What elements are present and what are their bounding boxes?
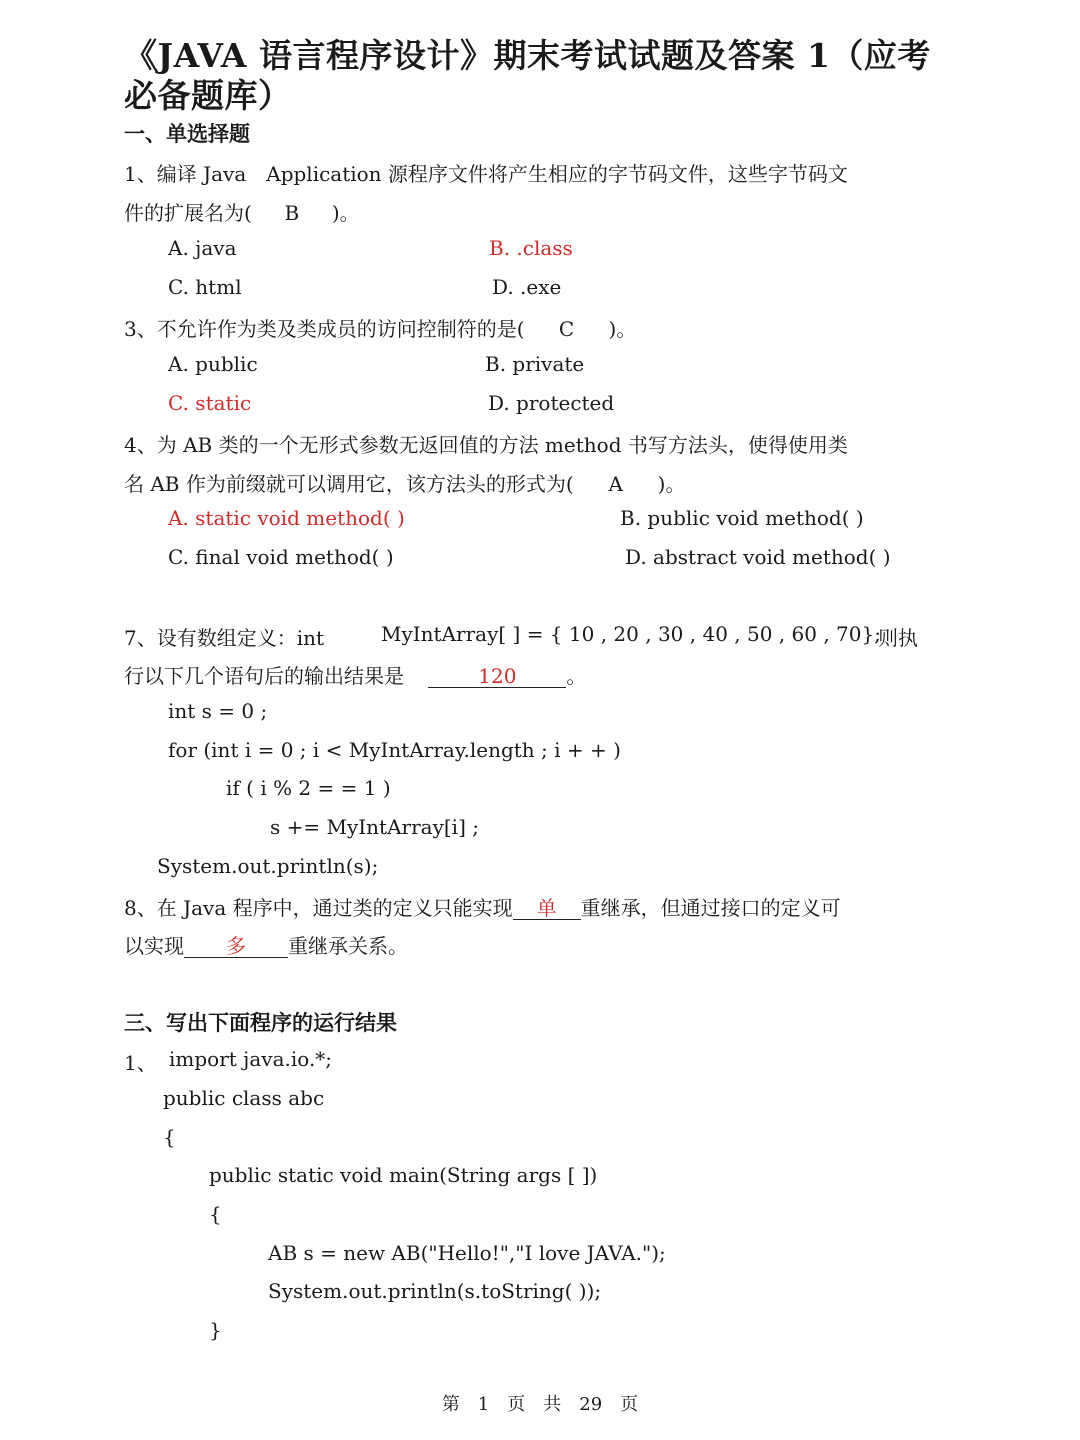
q4-option-d: D. abstract void method( ) (625, 545, 891, 569)
question-8-line1 (124, 892, 841, 921)
question-7-answer-blank: 120 (428, 665, 566, 688)
question-1-line1: 1、编译 Java Application 源程序文件将产生相应的字节码文件，这些字节码文 (124, 162, 848, 186)
question-3-answer: C (558, 317, 575, 341)
q7-code-line-4: s += MyIntArray[i] ; (270, 815, 479, 839)
question-7-suffix: 。 (566, 664, 587, 688)
question-7-line1-suffix: 则执 (878, 626, 918, 650)
section-heading-program-output: 三、写出下面程序的运行结果 (124, 1010, 397, 1035)
program-1-code-line-3: { (163, 1125, 176, 1149)
q1-option-d: D. .exe (492, 275, 562, 299)
question-8-middle: 重继承，但通过接口的定义可 (580, 896, 841, 920)
question-8-answer-blank-2: 多 (184, 935, 288, 958)
question-8-suffix: 重继承关系。 (288, 934, 408, 958)
question-3-prefix: 3、不允许作为类及类成员的访问控制符的是( (124, 317, 525, 341)
q3-option-c-correct: C. static (168, 391, 252, 415)
q1-option-c: C. html (168, 275, 242, 299)
question-8-line2-prefix: 以实现 (124, 934, 184, 958)
question-1-suffix: )。 (331, 201, 360, 225)
q1-option-a: A. java (168, 236, 237, 260)
program-1-code-line-1: import java.io.*; (169, 1047, 333, 1071)
q3-option-d: D. protected (488, 391, 615, 415)
program-1-code-line-4: public static void main(String args [ ]) (209, 1163, 598, 1187)
q1-option-b-correct: B. .class (489, 236, 573, 260)
question-8-answer-blank-1: 单 (513, 897, 581, 920)
question-7-line1-prefix: 7、设有数组定义：int (124, 626, 325, 650)
q7-code-line-2: for (int i = 0 ; i < MyIntArray.length ; i + + ) (168, 738, 621, 762)
question-7-array-definition: MyIntArray[ ] = { 10 , 20 , 30 , 40 , 50 , 60 , 70}; (381, 622, 881, 646)
program-1-code-line-5: { (209, 1202, 222, 1226)
question-1-line2 (124, 197, 360, 226)
q3-option-a: A. public (168, 352, 258, 376)
question-8-prefix: 8、在 Java 程序中，通过类的定义只能实现 (124, 896, 513, 920)
question-7-line2 (124, 660, 586, 689)
question-4-answer: A (608, 472, 623, 496)
q4-option-a-correct: A. static void method( ) (168, 506, 405, 530)
question-1-answer: B (284, 201, 300, 225)
question-1-prefix: 件的扩展名为( (124, 201, 252, 225)
program-1-number: 1、 (124, 1051, 157, 1075)
question-4-suffix: )。 (657, 472, 686, 496)
q3-option-b: B. private (485, 352, 585, 376)
q7-code-line-5: System.out.println(s); (157, 854, 379, 878)
program-1-code-line-8: } (209, 1318, 222, 1342)
q4-option-b: B. public void method( ) (620, 506, 864, 530)
question-3-suffix: )。 (608, 317, 637, 341)
question-4-line1: 4、为 AB 类的一个无形式参数无返回值的方法 method 书写方法头，使得使用类 (124, 433, 848, 457)
program-1-code-line-7: System.out.println(s.toString( )); (268, 1279, 602, 1303)
q7-code-line-1: int s = 0 ; (168, 699, 268, 723)
question-3-line (124, 313, 636, 342)
question-4-prefix: 名 AB 作为前缀就可以调用它，该方法头的形式为( (124, 472, 574, 496)
q7-code-line-3: if ( i % 2 = = 1 ) (226, 776, 391, 800)
document-title-line2: 必备题库） (124, 76, 292, 115)
question-8-line2 (124, 930, 408, 959)
page-number-footer: 第 1 页 共 29 页 (441, 1394, 639, 1415)
program-1-code-line-2: public class abc (163, 1086, 325, 1110)
document-title-line1: 《JAVA 语言程序设计》期末考试试题及答案 1（应考 (124, 36, 931, 75)
q4-option-c: C. final void method( ) (168, 545, 394, 569)
section-heading-single-choice: 一、单选择题 (124, 121, 250, 146)
question-4-line2 (124, 468, 685, 497)
program-1-code-line-6: AB s = new AB("Hello!","I love JAVA."); (268, 1241, 666, 1265)
question-7-prefix: 行以下几个语句后的输出结果是 (124, 664, 404, 688)
